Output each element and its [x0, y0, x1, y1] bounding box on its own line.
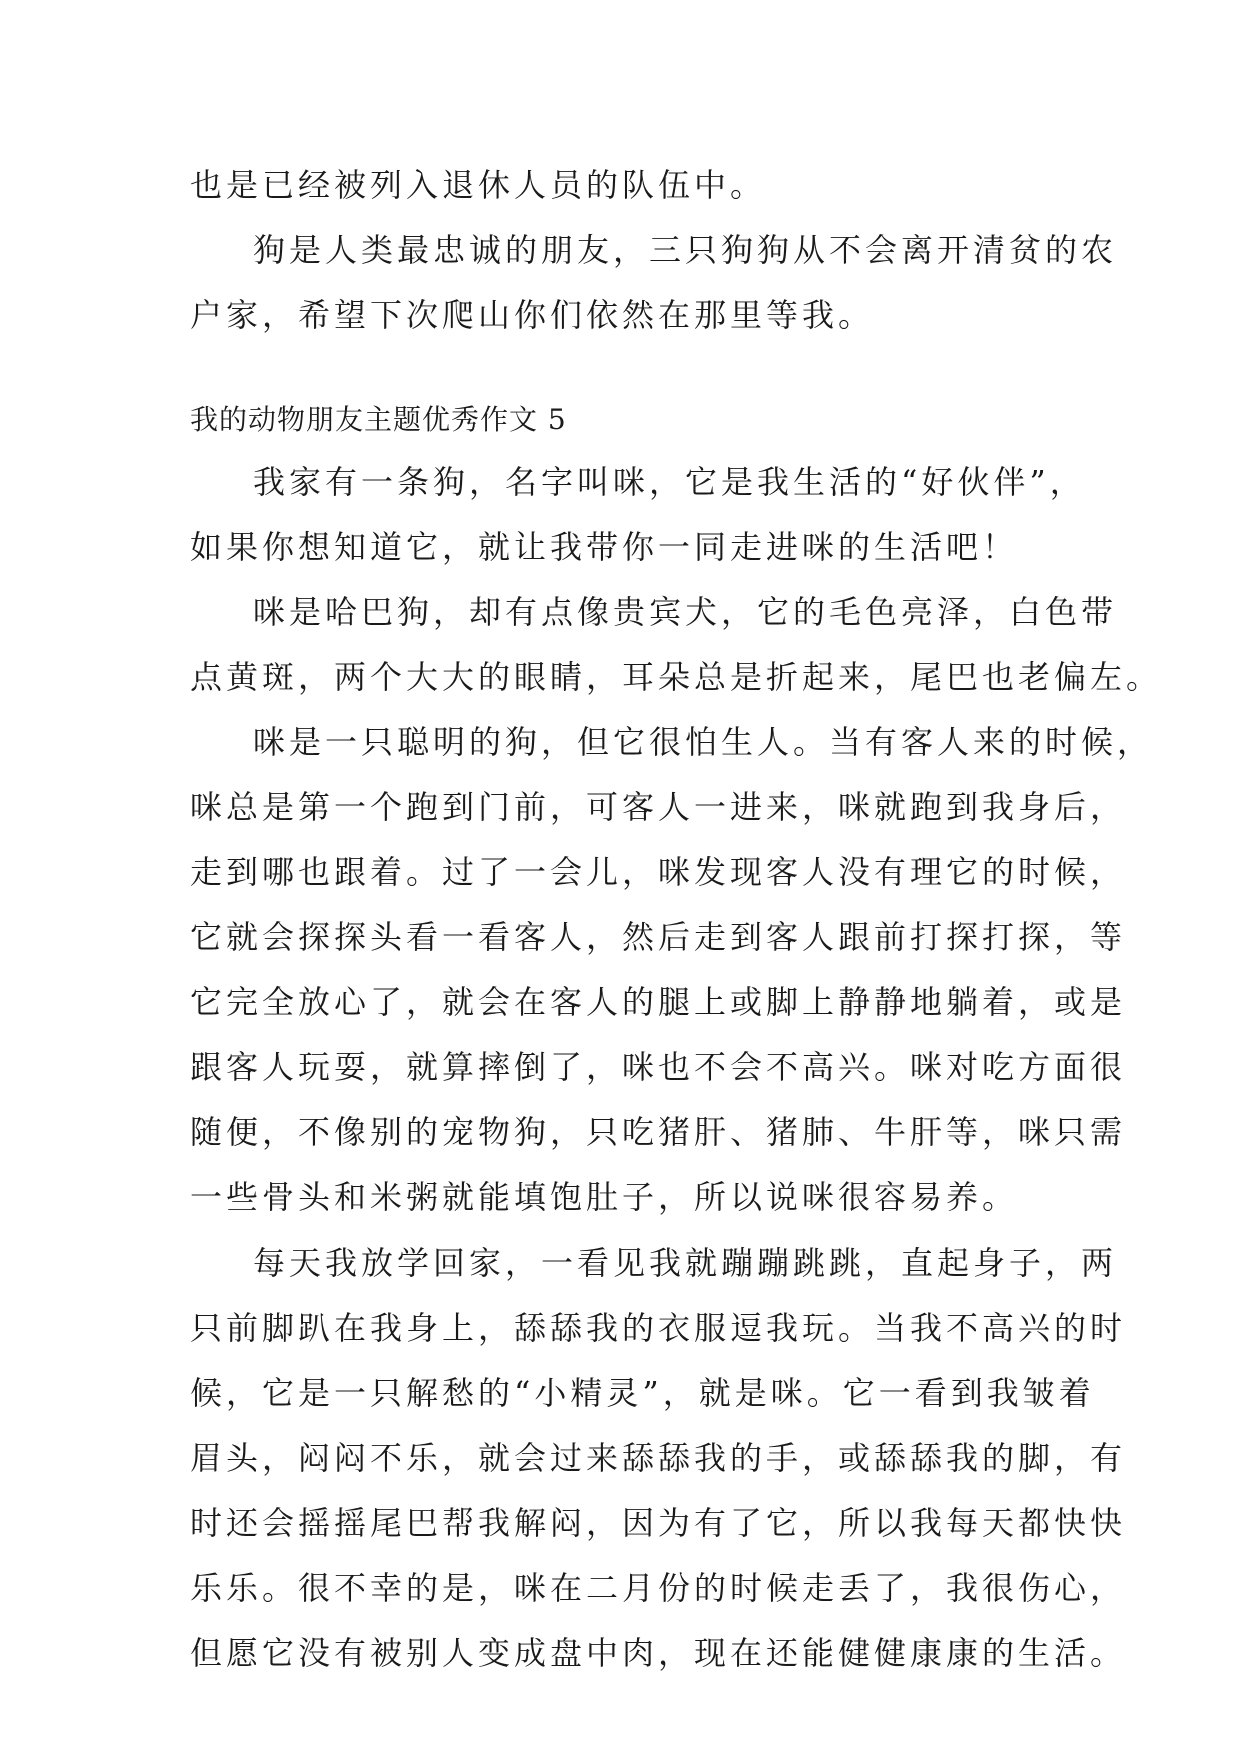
- paragraph-line: 咪总是第一个跑到门前，可客人一进来，咪就跑到我身后，: [190, 788, 1127, 826]
- paragraph-line: 咪是一只聪明的狗，但它很怕生人。当有客人来的时候，: [253, 723, 1154, 761]
- section-heading: 我的动物朋友主题优秀作文 5: [190, 403, 567, 436]
- paragraph-line: 一些骨头和米粥就能填饱肚子，所以说咪很容易养。: [190, 1178, 1019, 1216]
- paragraph-line: 如果你想知道它，就让我带你一同走进咪的生活吧！: [190, 528, 1019, 566]
- paragraph-line: 走到哪也跟着。过了一会儿，咪发现客人没有理它的时候，: [190, 853, 1127, 891]
- paragraph-line: 时还会摇摇尾巴帮我解闷，因为有了它，所以我每天都快快: [190, 1504, 1127, 1542]
- paragraph-line: 候，它是一只解愁的“小精灵”，就是咪。它一看到我皱着: [190, 1374, 1095, 1412]
- paragraph-line: 咪是哈巴狗，却有点像贵宾犬，它的毛色亮泽，白色带: [253, 593, 1118, 631]
- paragraph-line: 也是已经被列入退休人员的队伍中。: [190, 166, 767, 204]
- paragraph-line: 随便，不像别的宠物狗，只吃猪肝、猪肺、牛肝等，咪只需: [190, 1113, 1127, 1151]
- paragraph-line: 眉头，闷闷不乐，就会过来舔舔我的手，或舔舔我的脚，有: [190, 1439, 1127, 1477]
- paragraph-line: 我家有一条狗，名字叫咪，它是我生活的“好伙伴”，: [253, 463, 1086, 501]
- paragraph-line: 只前脚趴在我身上，舔舔我的衣服逗我玩。当我不高兴的时: [190, 1309, 1127, 1347]
- paragraph-line: 它完全放心了，就会在客人的腿上或脚上静静地躺着，或是: [190, 983, 1127, 1021]
- paragraph-line: 点黄斑，两个大大的眼睛，耳朵总是折起来，尾巴也老偏左。: [190, 658, 1163, 696]
- paragraph-line: 但愿它没有被别人变成盘中肉，现在还能健健康康的生活。: [190, 1634, 1127, 1672]
- paragraph-line: 跟客人玩耍，就算摔倒了，咪也不会不高兴。咪对吃方面很: [190, 1048, 1127, 1086]
- paragraph-line: 每天我放学回家，一看见我就蹦蹦跳跳，直起身子，两: [253, 1244, 1118, 1282]
- paragraph-line: 乐乐。很不幸的是，咪在二月份的时候走丢了，我很伤心，: [190, 1569, 1127, 1607]
- paragraph-line: 它就会探探头看一看客人，然后走到客人跟前打探打探，等: [190, 918, 1127, 956]
- paragraph-line: 狗是人类最忠诚的朋友，三只狗狗从不会离开清贫的农: [253, 231, 1118, 269]
- paragraph-line: 户家，希望下次爬山你们依然在那里等我。: [190, 296, 875, 334]
